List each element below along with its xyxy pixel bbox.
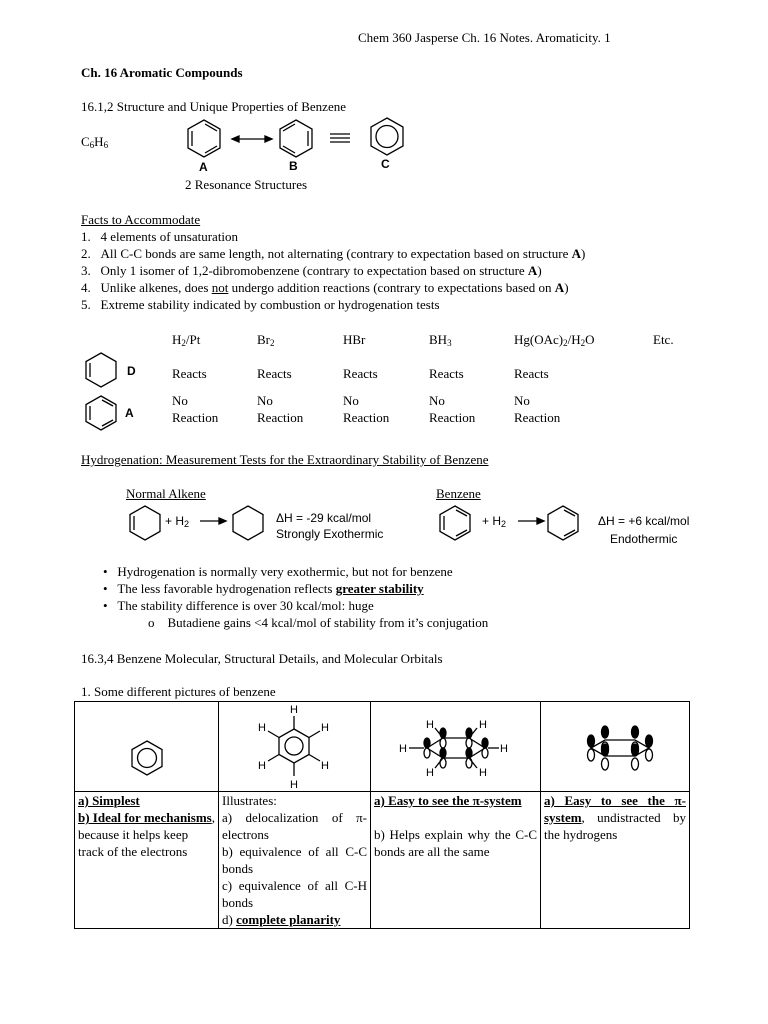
facts-list [81,228,585,313]
list-item: • Hydrogenation is normally very exothermic, but not for benzene [103,564,453,579]
normal-alkene-label: Normal Alkene [126,486,206,501]
list-item: • The stability difference is over 30 kcal/mol: huge [103,598,374,613]
col2-d: d) complete planarity [222,912,341,927]
col2-intro: Illustrates: [222,793,277,808]
row-label-a: A [125,406,134,420]
col1-mechanisms: b) Ideal for mechanisms, [78,810,215,825]
svg-text:H: H [479,767,487,779]
list-item: 3. Only 1 isomer of 1,2-dibromobenzene (contrary to expectation based on structure A) [81,263,542,278]
label-c: C [381,157,390,171]
result-cell: No Reaction [514,393,561,425]
table-row [75,702,690,792]
kekule-structure-b-icon [276,118,316,160]
svg-text:H: H [426,767,434,779]
table-cell [75,792,219,929]
facts-title: Facts to Accommodate [81,212,201,227]
table-cell [219,792,371,929]
col2-b: b) equivalence of all C-C bonds [222,844,367,876]
plus-h2: + $H_2$ [165,514,190,529]
svg-text:H: H [321,722,329,734]
benzene-circle-icon [130,740,164,776]
cyclohexene-icon [128,505,162,541]
svg-text:H: H [321,760,329,772]
svg-text:H: H [479,719,487,731]
benzene-formula: $C_6H_6$ [81,134,109,150]
svg-text:H: H [290,704,298,716]
result-cell: Reacts [429,366,464,381]
cyclohexene-icon [84,352,118,388]
table-cell [219,702,371,792]
result-cell: No Reaction [172,393,219,425]
benzene-enthalpy: ΔH = +6 kcal/mol Endothermic [598,514,690,546]
result-cell: No Reaction [343,393,390,425]
reaction-arrow-icon [200,518,226,524]
resonance-caption: 2 Resonance Structures [185,177,308,192]
resonance-arrow-icon [232,135,272,143]
result-cell: No Reaction [257,393,304,425]
result-cell: No Reaction [429,393,476,425]
reagent-etc: Etc. [653,332,674,347]
result-cell: Reacts [172,366,207,381]
svg-text:H: H [258,722,266,734]
section-heading-benzene: 16.1,2 Structure and Unique Properties of Benzene [81,99,346,114]
col3-b: b) Helps explain why the C-C bonds are all the same [374,827,537,859]
benzene-kekule-icon [84,395,118,431]
table-cell [541,702,690,792]
hydrogenation-bullets [103,563,488,631]
reagent-hbr: HBr [343,332,366,347]
hydrogenation-heading: Hydrogenation: Measurement Tests for the Extraordinary Stability of Benzene [81,452,489,467]
list-item: 2. All C-C bonds are same length, not alternating (contrary to expectation based on structure A) [81,246,586,261]
list-item: 5. Extreme stability indicated by combustion or hydrogenation tests [81,297,440,312]
reagent-br2: $Br_2$ [257,332,275,348]
p-orbital-icon [583,720,665,776]
table-cell [75,702,219,792]
list-item: 4. Unlike alkenes, does not undergo addition reactions (contrary to expectations based on A) [81,280,569,295]
equivalence-icon [330,132,350,144]
result-cell: Reacts [257,366,292,381]
reaction-arrow-icon [518,518,544,524]
cyclohexane-icon [231,505,265,541]
page-header: Chem 360 Jasperse Ch. 16 Notes. Aromaticity. 1 [358,30,611,45]
svg-text:H: H [399,743,407,755]
result-cell: Reacts [343,366,378,381]
reagent-h2-pt: $H_2/Pt$ [172,332,201,348]
col1-simplest: a) Simplest [78,793,140,808]
svg-text:H: H [258,760,266,772]
benzene-label: Benzene [436,486,481,501]
cyclohexadiene-icon [546,505,580,541]
col3-a: a) Easy to see the π-system [374,793,522,808]
p-orbital-with-hydrogens-icon [399,716,509,780]
reagent-bh3: $BH_3$ [429,332,452,348]
alkene-enthalpy: ΔH = -29 kcal/mol Strongly Exothermic [276,511,384,541]
svg-text:H: H [426,719,434,731]
kekule-structure-a-icon [184,118,224,160]
benzene-circle-structure-c-icon [367,116,407,158]
col2-c: c) equivalence of all C-H bonds [222,878,367,910]
table-cell [371,792,541,929]
col4-a: a) Easy to see the π-system, undistracted by the hydrogens [544,793,686,842]
pictures-item: 1. Some different pictures of benzene [81,684,276,699]
chapter-title: Ch. 16 Aromatic Compounds [81,65,243,80]
table-cell [541,792,690,929]
svg-text:H: H [500,743,508,755]
label-b: B [289,159,298,173]
table-cell [371,702,541,792]
benzene-pictures-table [74,701,690,929]
benzene-with-hydrogens-icon [249,704,339,790]
section-heading-orbitals: 16.3,4 Benzene Molecular, Structural Details, and Molecular Orbitals [81,651,443,666]
benzene-kekule-icon [438,505,472,541]
col2-a: a) delocalization of π-electrons [222,810,367,842]
col1-rest: because it helps keep track of the electrons [78,827,189,859]
list-item: • The less favorable hydrogenation reflects greater stability [103,581,424,596]
row-label-d: D [127,364,136,378]
reagent-hg-oac: $Hg(OAc)_2/H_2O$ [514,332,595,348]
list-item: 1. 4 elements of unsaturation [81,229,239,244]
svg-text:H: H [290,779,298,791]
plus-h2: + $H_2$ [482,514,507,529]
table-row [75,792,690,929]
result-cell: Reacts [514,366,549,381]
label-a: A [199,160,208,174]
list-item: o Butadiene gains <4 kcal/mol of stability from it’s conjugation [148,615,489,630]
